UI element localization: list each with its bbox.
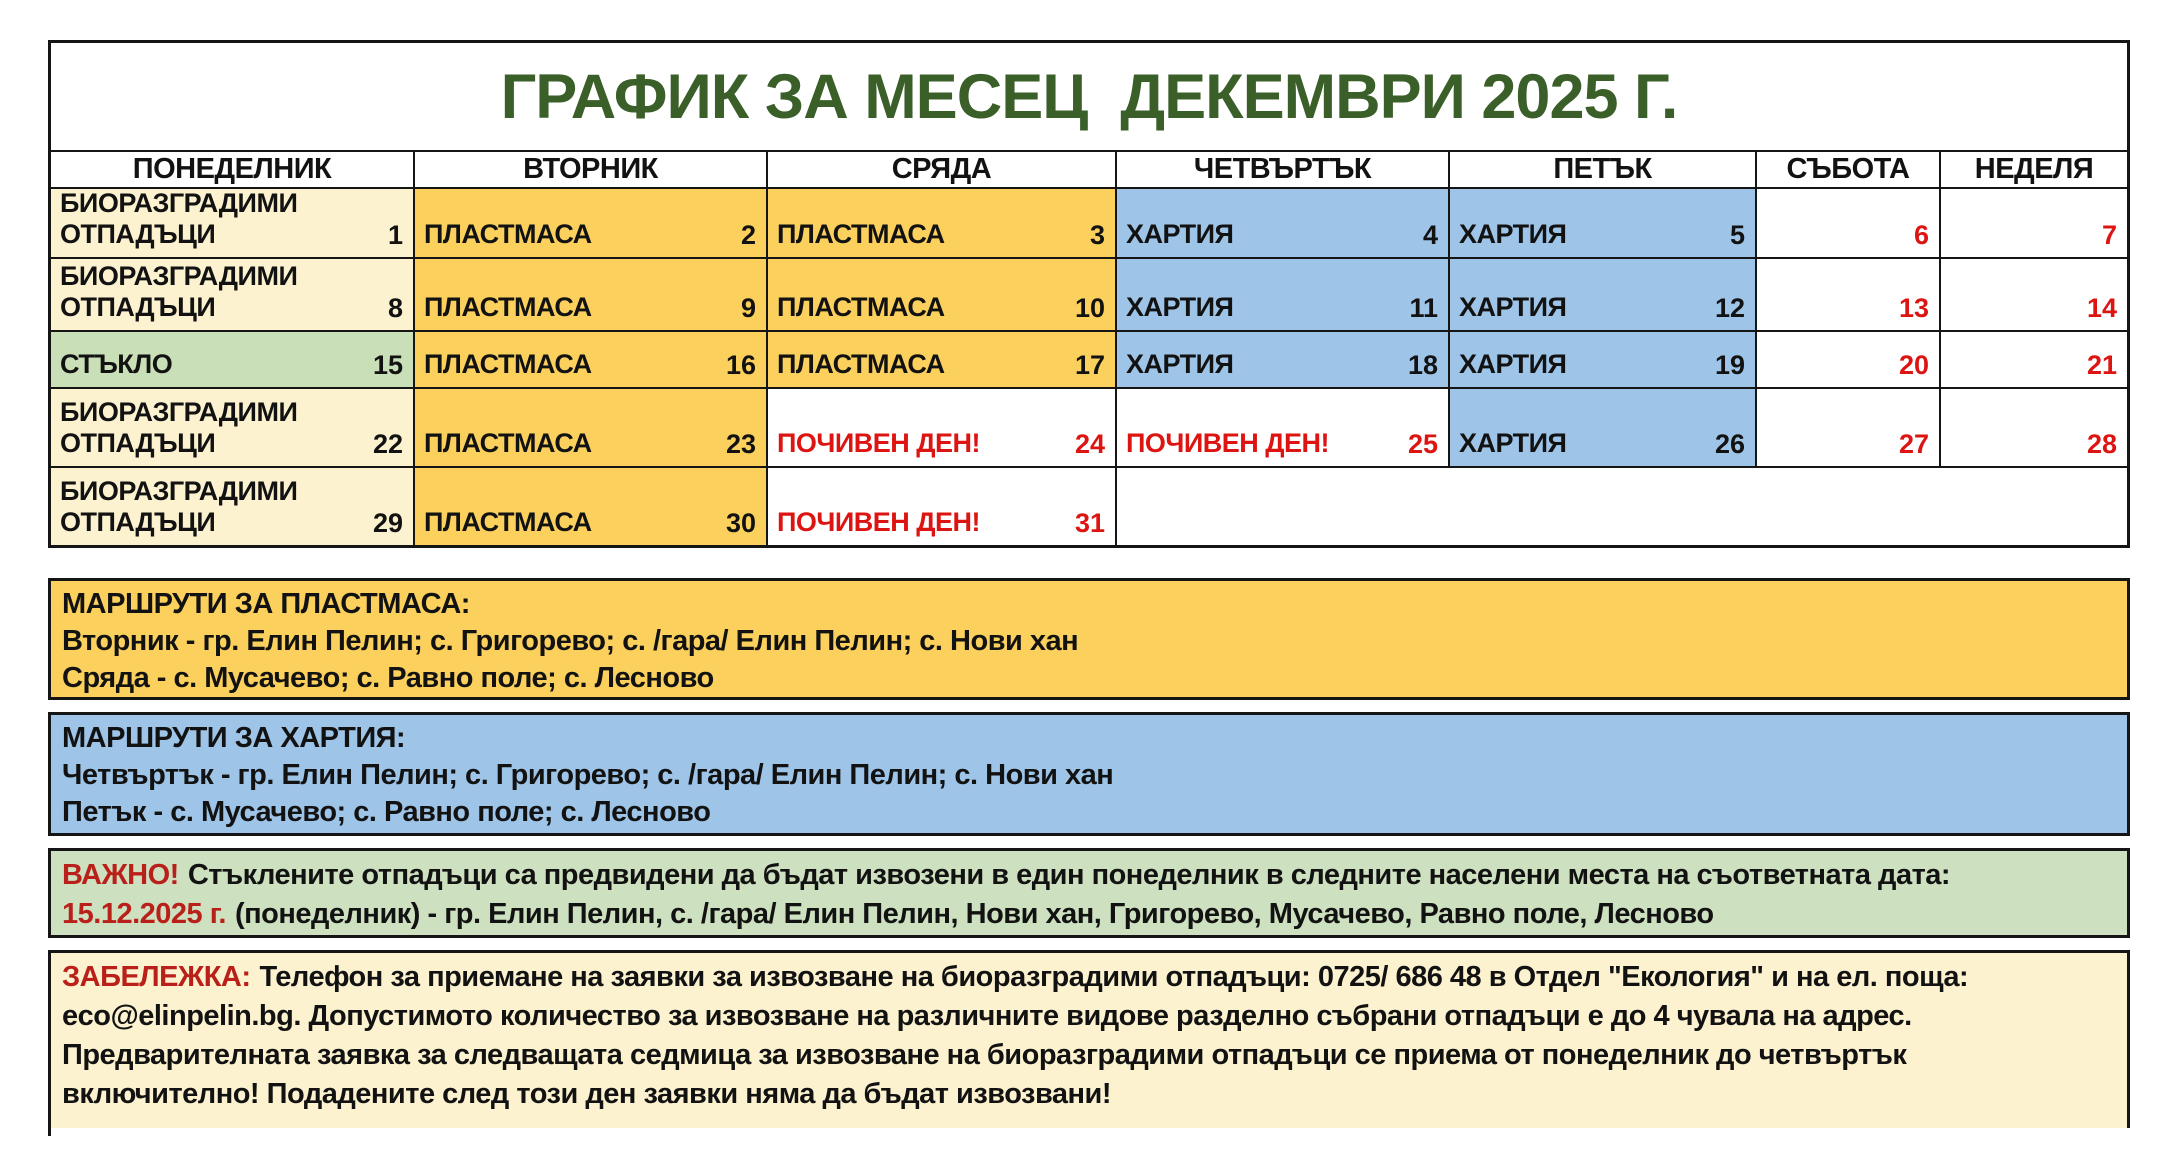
paper-routes-box <box>48 712 2130 836</box>
calendar-cell <box>1117 189 1450 257</box>
note-lead: ЗАБЕЛЕЖКА: <box>62 961 251 993</box>
date-number: 3 <box>1089 220 1105 250</box>
calendar-cell <box>1757 389 1941 466</box>
rest-day-label: ПОЧИВЕН ДЕН! <box>1126 428 1330 459</box>
title-row <box>51 43 2127 150</box>
left-border-tail <box>48 1128 51 1136</box>
date-number: 27 <box>1898 429 1929 459</box>
calendar-cell <box>1941 332 2127 387</box>
date-number: 5 <box>1729 220 1745 250</box>
waste-type-label: ХАРТИЯ <box>1459 428 1567 459</box>
calendar-cell <box>1450 189 1757 257</box>
day-header-sunday: НЕДЕЛЯ <box>1974 153 2094 185</box>
date-number: 22 <box>372 429 403 459</box>
plastic-routes-line: Сряда - с. Мусачево; с. Равно поле; с. Лесново <box>62 662 714 694</box>
important-notice-box <box>48 848 2130 938</box>
date-number: 17 <box>1074 350 1105 380</box>
paper-routes-line: Петък - с. Мусачево; с. Равно поле; с. Лесново <box>62 796 711 828</box>
calendar-cell-rest-day <box>768 468 1117 545</box>
waste-type-label: ХАРТИЯ <box>1459 292 1567 323</box>
calendar-cell <box>768 189 1117 257</box>
calendar-cell <box>1450 332 1757 387</box>
date-number: 29 <box>372 508 403 538</box>
waste-type-label: БИОРАЗГРАДИМИ ОТПАДЪЦИ <box>60 475 298 538</box>
date-number: 6 <box>1913 220 1929 250</box>
day-header-saturday: СЪБОТА <box>1757 152 1941 187</box>
waste-type-label: ХАРТИЯ <box>1126 292 1234 323</box>
date-number: 7 <box>2101 220 2117 250</box>
waste-type-label: ПЛАСТМАСА <box>777 349 945 380</box>
calendar-cell <box>51 332 415 387</box>
waste-type-label: БИОРАЗГРАДИМИ ОТПАДЪЦИ <box>60 396 298 459</box>
calendar-cell <box>1757 189 1941 257</box>
waste-type-label: ПЛАСТМАСА <box>777 219 945 250</box>
calendar-cell <box>1941 189 2127 257</box>
plastic-routes-box <box>48 578 2130 700</box>
waste-type-label: СТЪКЛО <box>60 349 173 380</box>
calendar-week-4 <box>51 387 2127 466</box>
calendar-cell <box>768 259 1117 330</box>
calendar-week-5 <box>51 466 2127 545</box>
date-number: 14 <box>2086 293 2117 323</box>
date-number: 21 <box>2086 350 2117 380</box>
date-number: 20 <box>1898 350 1929 380</box>
date-number: 30 <box>725 508 756 538</box>
important-text: (понеделник) - гр. Елин Пелин, с. /гара/ Елин Пелин, Нови хан, Григорево, Мусачево, Равно поле, Лесново <box>234 898 1714 930</box>
date-number: 4 <box>1422 220 1438 250</box>
waste-type-label: ПЛАСТМАСА <box>424 292 592 323</box>
rest-day-label: ПОЧИВЕН ДЕН! <box>777 428 981 459</box>
calendar-cell <box>415 468 768 545</box>
note-line <box>62 958 2115 997</box>
waste-type-label: ПЛАСТМАСА <box>424 507 592 538</box>
waste-type-label: ХАРТИЯ <box>1126 349 1234 380</box>
calendar-cell <box>1117 332 1450 387</box>
date-number: 19 <box>1714 350 1745 380</box>
calendar-cell <box>768 332 1117 387</box>
date-number: 9 <box>740 293 756 323</box>
calendar-cell-empty-merged <box>1117 468 2127 545</box>
calendar-cell <box>1450 259 1757 330</box>
calendar-cell <box>1941 389 2127 466</box>
calendar-cell <box>1941 259 2127 330</box>
calendar-cell <box>415 189 768 257</box>
important-notice-line <box>62 895 2115 934</box>
calendar-week-2 <box>51 257 2127 330</box>
waste-type-label: ПЛАСТМАСА <box>424 349 592 380</box>
date-number: 16 <box>725 350 756 380</box>
calendar-cell-rest-day <box>1117 389 1450 466</box>
day-header-thursday: ЧЕТВЪРТЪК <box>1117 152 1450 187</box>
plastic-routes-heading: МАРШРУТИ ЗА ПЛАСТМАСА: <box>62 588 470 620</box>
important-notice-line <box>62 856 2115 895</box>
note-text: Телефон за приемане на заявки за извозване на биоразградими отпадъци: 0725/ 686 48 в Отдел "Екология" и на ел. поща: <box>259 961 1969 993</box>
calendar-cell <box>415 259 768 330</box>
date-number: 25 <box>1407 429 1438 459</box>
date-number: 15 <box>372 350 403 380</box>
note-box <box>48 950 2130 1128</box>
note-line: Предварителната заявка за следващата седмица за извозване на биоразградими отпадъци се приема от понеделник до четвъртък <box>62 1039 1907 1071</box>
date-number: 23 <box>725 429 756 459</box>
calendar-week-3 <box>51 330 2127 387</box>
paper-routes-heading: МАРШРУТИ ЗА ХАРТИЯ: <box>62 722 406 754</box>
day-header-monday: ПОНЕДЕЛНИК <box>51 152 415 187</box>
date-number: 1 <box>387 220 403 250</box>
glass-date-lead: 15.12.2025 г. <box>62 898 226 930</box>
waste-type-label: БИОРАЗГРАДИМИ ОТПАДЪЦИ <box>60 189 298 250</box>
calendar-cell <box>51 189 415 257</box>
date-number: 18 <box>1407 350 1438 380</box>
note-line: eco@elinpelin.bg. Допустимото количество за извозване на различните видове разделно събрани отпадъци е до 4 чувала на адрес. <box>62 1000 1912 1032</box>
day-header-friday: ПЕТЪК <box>1450 152 1757 187</box>
date-number: 8 <box>387 293 403 323</box>
calendar-cell <box>1450 389 1757 466</box>
date-number: 24 <box>1074 429 1105 459</box>
calendar-cell <box>415 332 768 387</box>
waste-type-label: ПЛАСТМАСА <box>424 219 592 250</box>
calendar-cell <box>1757 332 1941 387</box>
waste-type-label: ХАРТИЯ <box>1126 219 1234 250</box>
waste-type-label: ХАРТИЯ <box>1459 219 1567 250</box>
waste-type-label: ХАРТИЯ <box>1459 349 1567 380</box>
waste-type-label: ПЛАСТМАСА <box>424 428 592 459</box>
rest-day-label: ПОЧИВЕН ДЕН! <box>777 507 981 538</box>
calendar-cell <box>1117 259 1450 330</box>
date-number: 11 <box>1409 293 1438 323</box>
date-number: 31 <box>1074 508 1105 538</box>
day-header-tuesday: ВТОРНИК <box>415 152 768 187</box>
calendar-cell <box>51 389 415 466</box>
important-lead: ВАЖНО! <box>62 859 179 891</box>
waste-type-label: ПЛАСТМАСА <box>777 292 945 323</box>
paper-routes-line: Четвъртък - гр. Елин Пелин; с. Григорево; с. /гара/ Елин Пелин; с. Нови хан <box>62 759 1114 791</box>
date-number: 12 <box>1714 293 1745 323</box>
calendar-cell <box>1757 259 1941 330</box>
calendar-week-1 <box>51 187 2127 257</box>
date-number: 13 <box>1898 293 1929 323</box>
calendar-cell <box>415 389 768 466</box>
date-number: 28 <box>2086 429 2117 459</box>
date-number: 26 <box>1714 429 1745 459</box>
date-number: 2 <box>740 220 756 250</box>
important-text: Стъклените отпадъци са предвидени да бъдат извозени в един понеделник в следните населени места на съответната дата: <box>187 859 1951 891</box>
calendar-cell <box>51 259 415 330</box>
calendar-cell <box>51 468 415 545</box>
waste-type-label: БИОРАЗГРАДИМИ ОТПАДЪЦИ <box>60 260 298 323</box>
day-header-wednesday: СРЯДА <box>768 152 1117 187</box>
calendar-table <box>48 40 2130 548</box>
date-number: 10 <box>1074 293 1105 323</box>
day-header-row <box>51 150 2127 187</box>
plastic-routes-line: Вторник - гр. Елин Пелин; с. Григорево; с. /гара/ Елин Пелин; с. Нови хан <box>62 625 1079 657</box>
page-title: ГРАФИК ЗА МЕСЕЦ ДЕКЕМВРИ 2025 Г. <box>500 61 1678 132</box>
note-line: включително! Подадените след този ден заявки няма да бъдат извозвани! <box>62 1078 1112 1110</box>
calendar-cell-rest-day <box>768 389 1117 466</box>
